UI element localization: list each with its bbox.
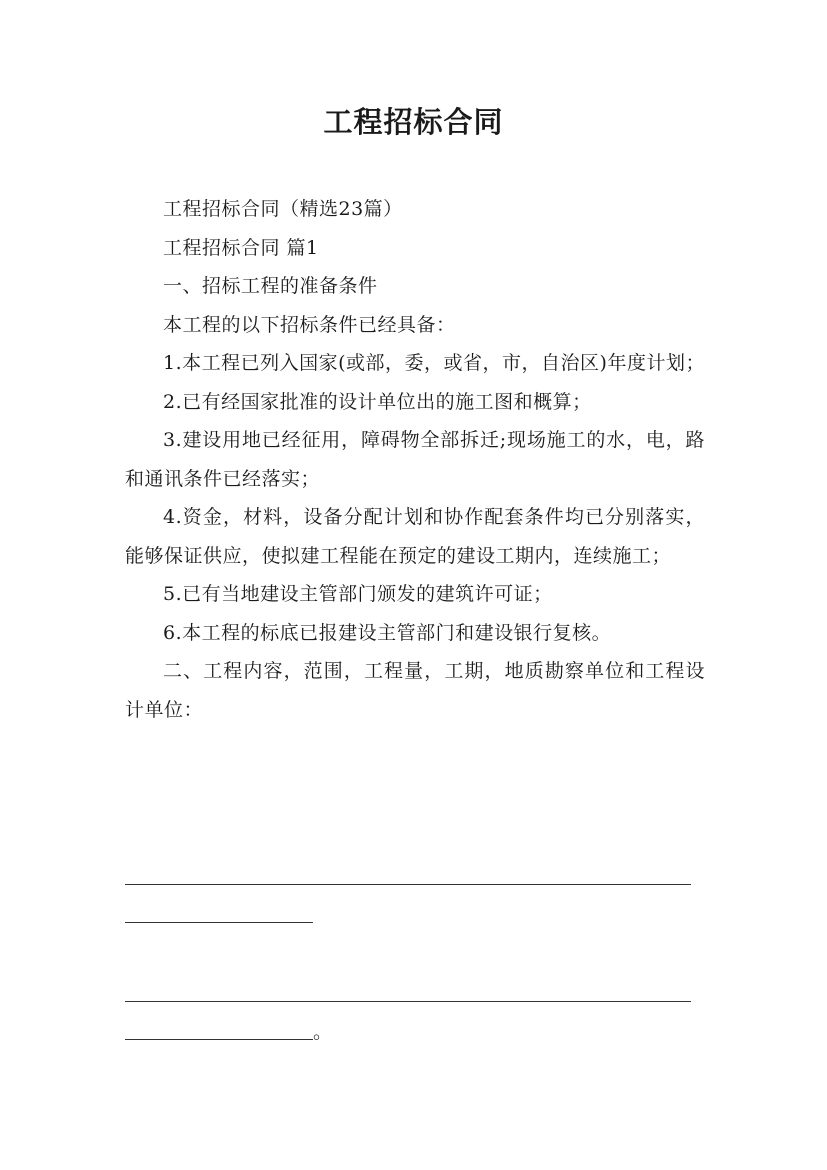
fill-in-blank-2 — [125, 975, 705, 1051]
paragraph-condition-1: 1.本工程已列入国家(或部，委，或省，市，自治区)年度计划； — [163, 352, 705, 374]
paragraph-condition-4: 4.资金，材料，设备分配计划和协作配套条件均已分别落实，能够保证供应，使拟建工程能在预定的建设工期内，连续施工； — [125, 506, 705, 567]
document-title: 工程招标合同 — [323, 105, 504, 139]
blank-line — [125, 1013, 313, 1051]
fill-in-blank-1 — [125, 858, 705, 934]
paragraph-condition-3: 3.建设用地已经征用，障碍物全部拆迁;现场施工的水，电，路和通讯条件已经落实； — [125, 429, 705, 490]
document-body — [125, 190, 705, 729]
blank-end-punctuation: 。 — [313, 1021, 333, 1043]
paragraph-conditions-intro: 本工程的以下招标条件已经具备： — [163, 313, 456, 336]
paragraph-part-one-heading: 一、招标工程的准备条件 — [163, 275, 378, 297]
blank-line — [125, 975, 691, 1013]
paragraph-section-heading: 工程招标合同 篇1 — [163, 236, 319, 259]
paragraph-part-two-heading: 二、工程内容，范围，工程量，工期，地质勘察单位和工程设计单位： — [125, 660, 705, 721]
paragraph-subtitle: 工程招标合同（精选23篇） — [163, 198, 403, 220]
blank-line — [125, 858, 691, 896]
blank-line — [125, 896, 313, 934]
paragraph-condition-5: 5.已有当地建设主管部门颁发的建筑许可证； — [163, 583, 553, 605]
paragraph-condition-6: 6.本工程的标底已报建设主管部门和建设银行复核。 — [163, 621, 612, 644]
paragraph-condition-2: 2.已有经国家批准的设计单位出的施工图和概算； — [163, 390, 592, 413]
